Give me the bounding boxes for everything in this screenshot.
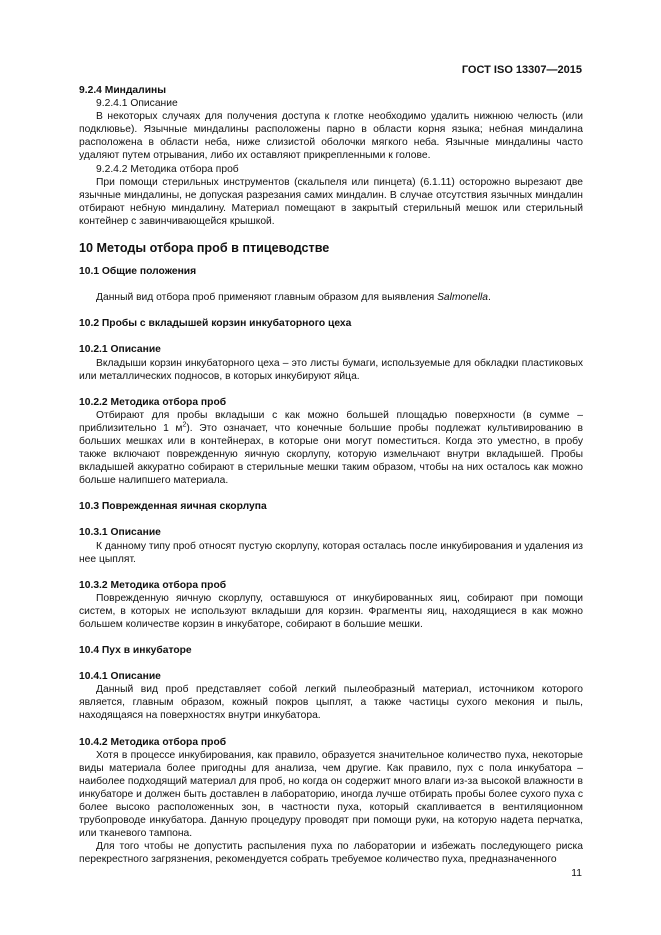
paragraph-10-2-1: Вкладыши корзин инкубаторного цеха – это листы бумаги, используемые для обкладки пластиковых или металлических подносов, в которых инкубируют яйца. (79, 357, 583, 382)
section-heading-10-2: 10.2 Пробы с вкладышей корзин инкубаторного цеха (79, 318, 352, 330)
subsection-heading-9-2-4-1: 9.2.4.1 Описание (96, 98, 178, 110)
page-number: 11 (571, 868, 582, 879)
paragraph-10-4-2-a: Хотя в процессе инкубирования, как правило, образуется значительное количество пуха, некоторые виды материала более пригодны для анализа, чем другие. Как правило, пух с пола инкубатора – наиболее подходящий материал для проб, но когда он содержит много влаги из-за высокой влажности в инкубаторе и должен быть доставлен в лабораторию, иногда лучше отбирать пробы более сухого пуха с более высоко расположенных зон, в частности пуха, который скапливается в вентиляционном трубопроводе инкубатора. Данную процедуру проводят при помощи руки, на которую надета перчатка, или тканевого тампона. (79, 749, 583, 840)
paragraph-10-4-2-b: Для того чтобы не допустить распыления пуха по лаборатории и избежать последующего риска перекрестного загрязнения, рекомендуется собрать требуемое количество пуха, предназначенного (79, 841, 583, 866)
subsection-heading-10-2-2: 10.2.2 Методика отбора проб (79, 396, 227, 408)
paragraph-10-4-1: Данный вид проб представляет собой легкий пылеобразный материал, источником которого является, главным образом, кожный покров цыплят, а также частицы сухого мекония и пыль, находящаяся на поверхностях внутри инкубатора. (79, 684, 583, 722)
subsection-heading-10-3-2: 10.3.2 Методика отбора проб (79, 579, 227, 591)
subsection-heading-10-2-1: 10.2.1 Описание (79, 344, 161, 356)
subsection-heading-9-2-4-2: 9.2.4.2 Методика отбора проб (96, 163, 239, 175)
subsection-heading-10-3-1: 10.3.1 Описание (79, 527, 161, 539)
page-content (79, 84, 583, 867)
section-heading-10-3: 10.3 Поврежденная яичная скорлупа (79, 501, 267, 513)
paragraph-9-2-4-1: В некоторых случаях для получения доступа к глотке необходимо удалить нижнюю челюсть (или подклювье). Язычные миндалины расположены парно в области корня языка; небная миндалина расположена в области неба, ниже слизистой оболочки мягкого неба. Язычные миндалины часто удаляют путем отрывания, либо их оставляют прикрепленными к голове. (79, 111, 583, 162)
paragraph-9-2-4-2: При помощи стерильных инструментов (скальпеля или пинцета) (6.1.11) осторожно вырезают две язычные миндалины, не допуская разрезания самих миндалин. В случае отсутствия язычных миндалин отбирают небную миндалину. Материал помещают в закрытый стерильный мешок или стерильный контейнер с завинчивающейся крышкой. (79, 176, 583, 227)
paragraph-10-3-2: Поврежденную яичную скорлупу, оставшуюся от инкубированных яиц, собирают при помощи систем, в которых не используют вкладыши для корзин. Фрагменты яиц, находящиеся в как можно большем количестве корзин в инкубаторе, собирают в большие мешки. (79, 592, 583, 630)
paragraph-10-3-1: К данному типу проб относят пустую скорлупу, которая осталась после инкубирования и удаления из нее цыплят. (79, 540, 583, 565)
section-heading-10-1: 10.1 Общие положения (79, 266, 197, 278)
subsection-heading-10-4-2: 10.4.2 Методика отбора проб (79, 736, 227, 748)
subsection-heading-10-4-1: 10.4.1 Описание (79, 671, 161, 683)
section-heading-9-2-4: 9.2.4 Миндалины (79, 85, 167, 96)
document-id-header: ГОСТ ISO 13307—2015 (461, 64, 582, 76)
paragraph-10-1: Данный вид отбора проб применяют главным образом для выявления Salmonella. (96, 292, 491, 304)
paragraph-10-2-2: Отбирают для пробы вкладыши с как можно большей площадью поверхности (в сумме – приблизительно 1 $м^2$). Это означает, что конечные большие пробы подлежат культивированию в больших мешках или в контейнерах, в которые они могут поместиться. Когда это уместно, в пробу также включают поврежденную яичную скорлупу, которую измельчают внутри вкладышей. Пробы вкладышей аккуратно собирают в стерильные мешки таким образом, чтобы на них осталось как можно больше налипшего материала. (79, 409, 583, 487)
chapter-heading-10: 10 Методы отбора проб в птицеводстве (79, 241, 330, 256)
section-heading-10-4: 10.4 Пух в инкубаторе (79, 645, 192, 657)
